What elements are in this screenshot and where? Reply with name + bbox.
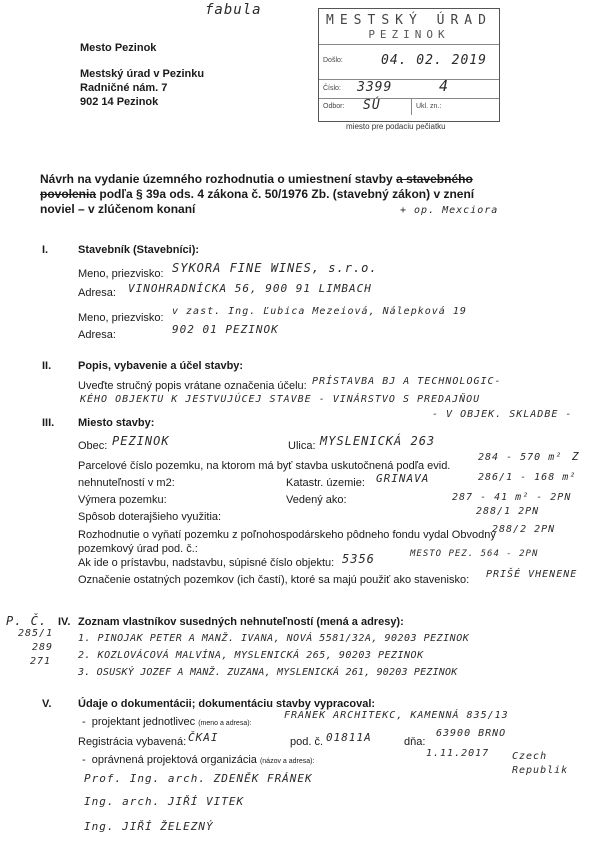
s3-obec-value: PEZINOK: [112, 434, 170, 448]
s5-projektant-value2: 63900 BRNO: [436, 728, 507, 739]
s4-margin-num-3: 271: [30, 656, 52, 667]
stamp-dept-label: Odbor:: [323, 103, 345, 110]
s3-rozhod-label1: Rozhodnutie o vyňatí pozemku z poľnohospodárskeho pôdneho fondu vydal Obvodný: [78, 529, 496, 541]
s5-registracia-label: Registrácia vybavená:: [78, 736, 187, 748]
stamp-received-label: Došlo:: [323, 57, 343, 64]
stamp-subtitle: PEZINOK: [368, 28, 450, 41]
s5-projektant-label-text: projektant jednotlivec: [91, 716, 196, 728]
section-4-title: Zoznam vlastníkov susedných nehnuteľností (mená a adresy):: [78, 616, 404, 628]
s3-pristavba-label: Ak ide o prístavbu, nadstavbu, súpisné číslo objektu:: [78, 557, 335, 569]
s5-projektant-hint: (meno a adresa):: [198, 720, 252, 727]
s3-oznacenie-value: PRIŠÉ VHENENE: [486, 569, 578, 580]
addressee-city: Mesto Pezinok: [80, 42, 157, 54]
s4-margin-num-2: 289: [32, 642, 54, 653]
s5-org-name-3: Ing. JIŘÍ ŽELEZNÝ: [84, 820, 214, 833]
s5-projektant-label: - projektant jednotlivec (meno a adresa):: [82, 716, 252, 728]
heading-part3: noviel – v zlúčenom konaní: [40, 202, 196, 216]
s1-address-label: Adresa:: [78, 287, 116, 299]
s2-desc-line3: - V OBJEK. SKLADBE -: [432, 409, 573, 420]
s5-dna-value: 1.11.2017: [426, 748, 490, 759]
s3-parcel-hw-right: Z: [572, 450, 580, 463]
s3-vedeny-label: Vedený ako:: [286, 494, 347, 506]
s3-vedeny-hw2: 288/1 2PN: [476, 506, 540, 517]
s5-dna-label: dňa:: [404, 736, 426, 748]
stamp-number-label: Číslo:: [323, 85, 341, 92]
stamp-dept-value: SÚ: [363, 98, 381, 113]
s5-pod-value: 01811A: [326, 731, 372, 744]
document-heading: [40, 172, 580, 217]
heading-annotation: + op. Mexciora: [400, 205, 499, 216]
s5-projektant-value: FRANEK ARCHITEKC, KAMENNÁ 835/13: [284, 710, 509, 721]
s3-ulica-value: MYSLENICKÁ 263: [320, 434, 436, 448]
stamp-number-value: 3399: [357, 80, 393, 95]
s2-desc-line2: KÉHO OBJEKTU K JESTVUJÚCEJ STAVBE - VINÁRSTVO S PREDAJŇOU: [80, 394, 481, 405]
stamp-file-label: Ukl. zn.:: [416, 103, 442, 110]
stamp-received-value: 04. 02. 2019: [381, 53, 487, 68]
s2-desc-label: Uveďte stručný popis vrátane označenia účelu:: [78, 380, 307, 392]
s5-registracia-value: ČKAI: [188, 731, 219, 744]
s5-org-label: - oprávnená projektová organizácia (názov a adresa):: [82, 754, 315, 766]
stamp-title: MESTSKÝ ÚRAD: [326, 13, 492, 28]
s3-rozhod-label2: pozemkový úrad pod. č.:: [78, 543, 198, 555]
addressee-street: Radničné nám. 7: [80, 82, 168, 94]
s3-vymera-label: Výmera pozemku:: [78, 494, 167, 506]
s3-parcel-label: Parcelové číslo pozemku, na ktorom má byť stavba uskutočnená podľa evid.: [78, 460, 451, 472]
section-1-title: Stavebník (Stavebníci):: [78, 244, 200, 256]
heading-struck1: a stavebného: [396, 172, 473, 186]
s4-owner-3: 3. OSUSKÝ JOZEF A MANŽ. ZUZANA, MYSLENICKÁ 261, 90203 PEZINOK: [78, 667, 458, 678]
s1-name-value: SYKORA FINE WINES, s.r.o.: [172, 261, 378, 275]
addressee-zip: 902 14 Pezinok: [80, 96, 159, 108]
addressee-office: Mestský úrad v Pezinku: [80, 68, 205, 80]
s5-org-label-text: oprávnená projektová organizácia: [91, 754, 257, 766]
s1-name2-value: v zast. Ing. Ľubica Mezeiová, Nálepková 19: [172, 306, 467, 317]
heading-part1: Návrh na vydanie územného rozhodnutia o umiestnení stavby: [40, 172, 393, 186]
section-5-number: V.: [42, 698, 52, 710]
top-scribble: fabula: [205, 2, 262, 18]
s1-address-value: VINOHRADNÍCKA 56, 900 91 LIMBACH: [128, 282, 372, 295]
s3-parcel-hw1: 284 - 570 m²: [478, 452, 563, 463]
s3-katastr-value: GRINAVA: [376, 472, 430, 485]
s1-address2-value: 902 01 PEZINOK: [172, 323, 279, 336]
s3-katastr-label: Katastr. územie:: [286, 477, 365, 489]
s3-vedeny-hw1: 287 - 41 m² - 2PN: [452, 492, 572, 503]
s5-country: Czech Republik: [512, 751, 569, 776]
section-3-number: III.: [42, 417, 55, 429]
section-4-number: IV.: [58, 616, 71, 628]
stamp-caption: miesto pre podaciu pečiatku: [346, 122, 446, 131]
s3-parcel-label2: nehnuteľností v m2:: [78, 477, 175, 489]
s2-desc-line1: PRÍSTAVBA BJ A TECHNOLOGIC-: [312, 376, 502, 387]
section-1-number: I.: [42, 244, 49, 256]
s3-oznacenie-label: Označenie ostatných pozemkov (ich častí), ktoré sa majú použiť ako stavenisko:: [78, 574, 470, 586]
s4-margin-num-1: 285/1: [18, 628, 54, 639]
s3-pristavba-hw: MESTO PEZ. 564 - 2PN: [410, 549, 539, 559]
s5-org-hint: (názov a adresa):: [259, 758, 315, 765]
s3-pristavba-value: 5356: [342, 552, 375, 566]
s3-sposob-label: Spôsob doterajšieho využitia:: [78, 511, 222, 523]
s4-owner-2: 2. KOZLOVÁCOVÁ MALVÍNA, MYSLENICKÁ 265, 90203 PEZINOK: [78, 650, 424, 661]
s4-margin-note: P. Č.: [6, 614, 48, 628]
s3-parcel-hw2: 286/1 - 168 m²: [478, 472, 577, 483]
section-3-title: Miesto stavby:: [78, 417, 155, 429]
heading-part2: podľa § 39a ods. 4 zákona č. 50/1976 Zb. (stavebný zákon) v znení: [99, 187, 475, 201]
registry-stamp: [318, 8, 500, 122]
s1-address2-label: Adresa:: [78, 329, 116, 341]
section-5-title: Údaje o dokumentácii; dokumentáciu stavby vypracoval:: [78, 698, 376, 710]
s1-name-label: Meno, priezvisko:: [78, 268, 164, 280]
section-2-number: II.: [42, 360, 52, 372]
s5-org-name-2: Ing. arch. JIŘÍ VITEK: [84, 795, 245, 808]
s3-obec-label: Obec:: [78, 440, 108, 452]
s5-pod-label: pod. č.: [290, 736, 324, 748]
s4-owner-1: 1. PINOJAK PETER A MANŽ. IVANA, NOVÁ 5581/32A, 90203 PEZINOK: [78, 633, 470, 644]
s5-org-name-1: Prof. Ing. arch. ZDENĚK FRÁNEK: [84, 772, 313, 785]
section-2-title: Popis, vybavenie a účel stavby:: [78, 360, 244, 372]
stamp-number-suffix: 4: [439, 77, 450, 95]
s3-rozhod-hw: 288/2 2PN: [492, 524, 556, 535]
s3-ulica-label: Ulica:: [288, 440, 316, 452]
heading-struck2: povolenia: [40, 187, 97, 201]
s1-name2-label: Meno, priezvisko:: [78, 312, 164, 324]
